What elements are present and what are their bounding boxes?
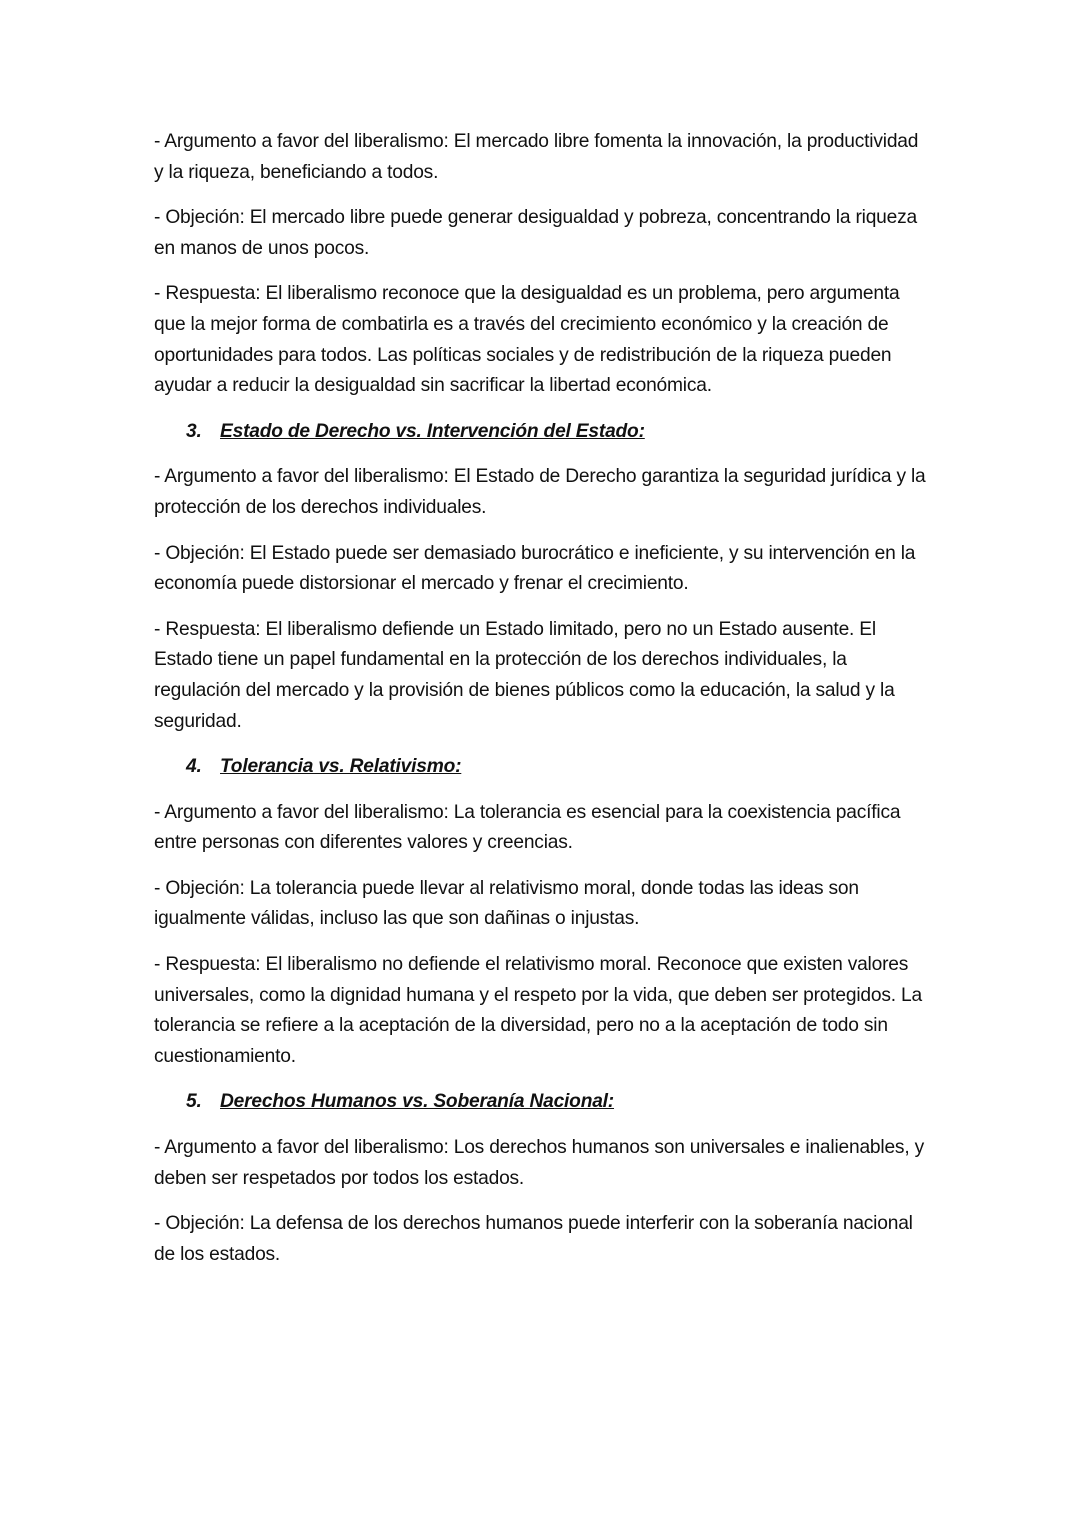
paragraph-argument: - Argumento a favor del liberalismo: Los derechos humanos son universales e inalienables, y deben ser respetados por todos los estados. — [154, 1137, 924, 1189]
paragraph-objection: - Objeción: La tolerancia puede llevar al relativismo moral, donde todas las ideas son igualmente válidas, incluso las que son dañinas o injustas. — [154, 877, 859, 930]
section-heading-3 — [154, 417, 929, 448]
heading-number: 5. — [186, 1091, 202, 1113]
paragraph-argument: - Argumento a favor del liberalismo: La tolerancia es esencial para la coexistencia pacífica entre personas con diferentes valores y creencias. — [154, 801, 901, 854]
paragraph-response: - Respuesta: El liberalismo no defiende el relativismo moral. Reconoce que existen valores universales, como la dignidad humana y el respeto por la vida, que deben ser protegidos. La tolerancia se refiere a la aceptación de la diversidad, pero no a la aceptación de todo sin cuestionamiento. — [154, 954, 922, 1067]
heading-text: Tolerancia vs. Relativismo: — [220, 756, 462, 778]
document-page — [154, 127, 929, 1285]
paragraph-objection: - Objeción: El Estado puede ser demasiado burocrático e ineficiente, y su intervención en la economía puede distorsionar el mercado y frenar el crecimiento. — [154, 542, 916, 595]
heading-number: 3. — [186, 420, 202, 442]
section-heading-4 — [154, 752, 929, 783]
paragraph-argument: - Argumento a favor del liberalismo: El Estado de Derecho garantiza la seguridad jurídica y la protección de los derechos individuales. — [154, 466, 926, 518]
paragraph-response: - Respuesta: El liberalismo reconoce que la desigualdad es un problema, pero argumenta que la mejor forma de combatirla es a través del crecimiento económico y la creación de oportunidades para todos. Las políticas sociales y de redistribución de la riqueza pueden ayudar a reducir la desigualdad sin sacrificar la libertad económica. — [154, 283, 900, 397]
heading-text: Estado de Derecho vs. Intervención del Estado: — [220, 420, 645, 442]
paragraph-response: - Respuesta: El liberalismo defiende un Estado limitado, pero no un Estado ausente. El Estado tiene un papel fundamental en la protección de los derechos individuales, la regulación del mercado y la provisión de bienes públicos como la educación, la salud y la seguridad. — [154, 618, 895, 732]
paragraph-objection: - Objeción: El mercado libre puede generar desigualdad y pobreza, concentrando la riqueza en manos de unos pocos. — [154, 207, 917, 259]
section-heading-5 — [154, 1087, 929, 1118]
paragraph-objection: - Objeción: La defensa de los derechos humanos puede interferir con la soberanía nacional de los estados. — [154, 1213, 913, 1265]
paragraph-argument: - Argumento a favor del liberalismo: El mercado libre fomenta la innovación, la productividad y la riqueza, beneficiando a todos. — [154, 131, 919, 183]
heading-text: Derechos Humanos vs. Soberanía Nacional: — [220, 1091, 615, 1113]
heading-number: 4. — [186, 756, 202, 778]
